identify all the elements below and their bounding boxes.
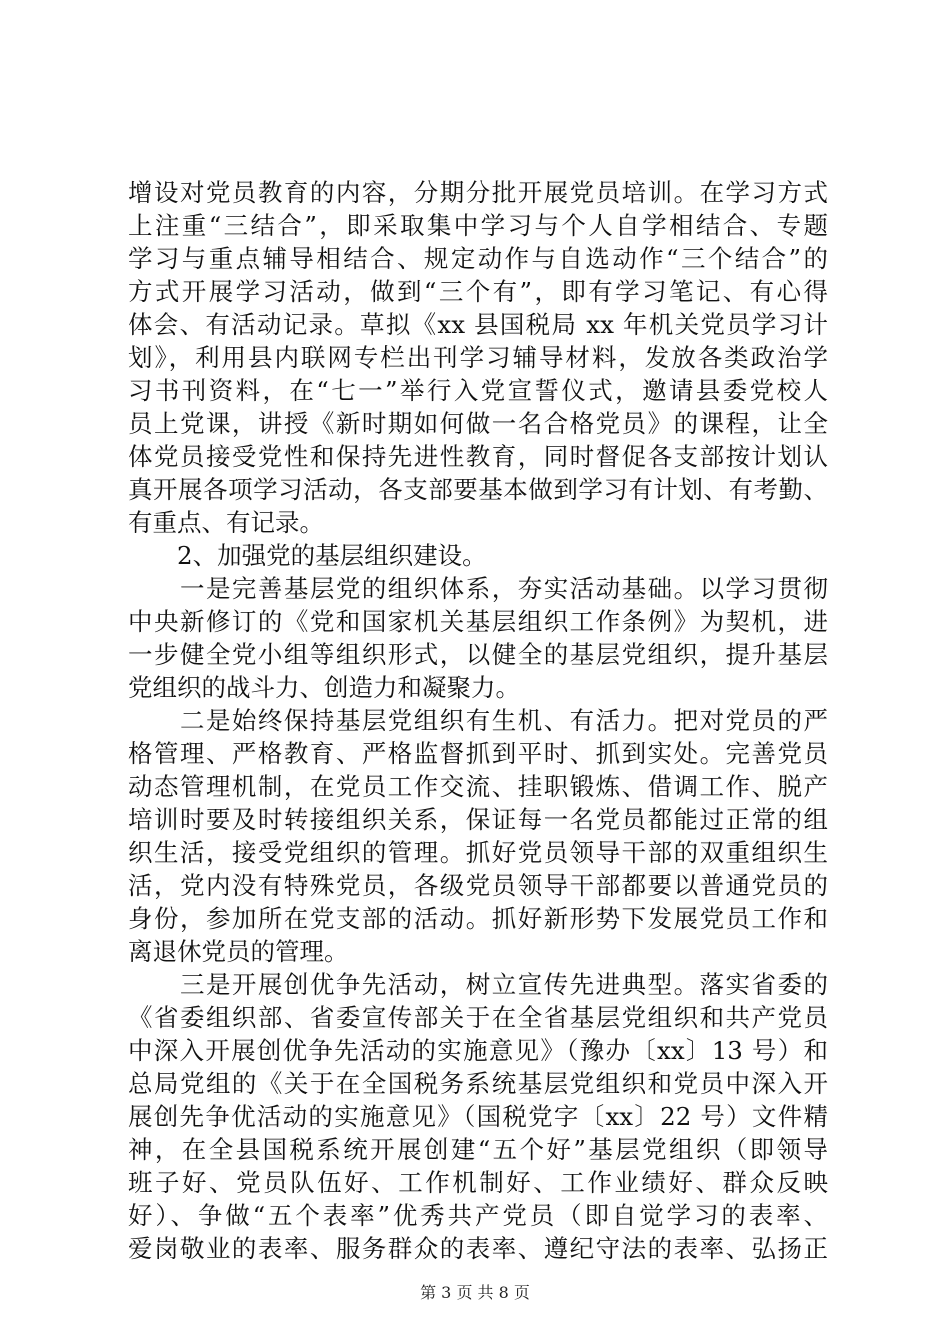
- text-line: 党组织的战斗力、创造力和凝聚力。: [128, 673, 520, 702]
- text-line: 增设对党员教育的内容，分期分批开展党员培训。在学习方式: [128, 178, 828, 207]
- text-line: 体党员接受党性和保持先进性教育，同时督促各支部按计划认: [128, 442, 828, 471]
- text-line: 方式开展学习活动，做到“三个有”，即有学习笔记、有心得: [128, 277, 828, 306]
- text-line: 学习与重点辅导相结合、规定动作与自选动作“三个结合”的: [128, 244, 828, 273]
- text-line: 织生活，接受党组织的管理。抓好党员领导干部的双重组织生: [128, 838, 828, 867]
- text-line: 中深入开展创优争先活动的实施意见》（豫办〔xx〕13 号）和: [128, 1036, 828, 1065]
- text-line: 神，在全县国税系统开展创建“五个好”基层党组织（即领导: [128, 1135, 828, 1164]
- text-line: 总局党组的《关于在全国税务系统基层党组织和党员中深入开: [128, 1069, 828, 1098]
- text-line: 格管理、严格教育、严格监督抓到平时、抓到实处。完善党员: [128, 739, 828, 768]
- text-line: 划》，利用县内联网专栏出刊学习辅导材料，发放各类政治学: [128, 343, 828, 372]
- text-line: 离退休党员的管理。: [128, 937, 349, 966]
- text-line: 《省委组织部、省委宣传部关于在全省基层党组织和共产党员: [128, 1003, 828, 1032]
- text-line: 爱岗敬业的表率、服务群众的表率、遵纪守法的表率、弘扬正: [128, 1234, 828, 1263]
- text-line: 三是开展创优争先活动，树立宣传先进典型。落实省委的: [128, 970, 828, 999]
- text-line: 习书刊资料，在“七一”举行入党宣誓仪式，邀请县委党校人: [128, 376, 828, 405]
- text-line: 有重点、有记录。: [128, 508, 324, 537]
- text-line: 中央新修订的《党和国家机关基层组织工作条例》为契机，进: [128, 607, 828, 636]
- document-body: [128, 176, 828, 1265]
- text-line: 上注重“三结合”，即采取集中学习与个人自学相结合、专题: [128, 211, 828, 240]
- text-line: 身份，参加所在党支部的活动。抓好新形势下发展党员工作和: [128, 904, 828, 933]
- text-line: 好）、争做“五个表率”优秀共产党员（即自觉学习的表率、: [128, 1201, 828, 1230]
- text-line: 班子好、党员队伍好、工作机制好、工作业绩好、群众反映: [128, 1168, 828, 1197]
- text-line: 培训时要及时转接组织关系，保证每一名党员都能过正常的组: [128, 805, 828, 834]
- text-line: 一是完善基层党的组织体系，夯实活动基础。以学习贯彻: [128, 574, 828, 603]
- page-number-footer: 第 3 页 共 8 页: [420, 1283, 530, 1302]
- text-line: 体会、有活动记录。草拟《xx 县国税局 xx 年机关党员学习计: [128, 310, 828, 339]
- text-line: 活，党内没有特殊党员，各级党员领导干部都要以普通党员的: [128, 871, 828, 900]
- text-line: 动态管理机制，在党员工作交流、挂职锻炼、借调工作、脱产: [128, 772, 828, 801]
- section-heading: 2、加强党的基层组织建设。: [128, 541, 487, 570]
- text-line: 真开展各项学习活动，各支部要基本做到学习有计划、有考勤、: [128, 475, 828, 504]
- text-line: 二是始终保持基层党组织有生机、有活力。把对党员的严: [128, 706, 828, 735]
- text-line: 展创先争优活动的实施意见》（国税党字〔xx〕22 号）文件精: [128, 1102, 828, 1131]
- text-line: 一步健全党小组等组织形式，以健全的基层党组织，提升基层: [128, 640, 828, 669]
- text-line: 员上党课，讲授《新时期如何做一名合格党员》的课程，让全: [128, 409, 828, 438]
